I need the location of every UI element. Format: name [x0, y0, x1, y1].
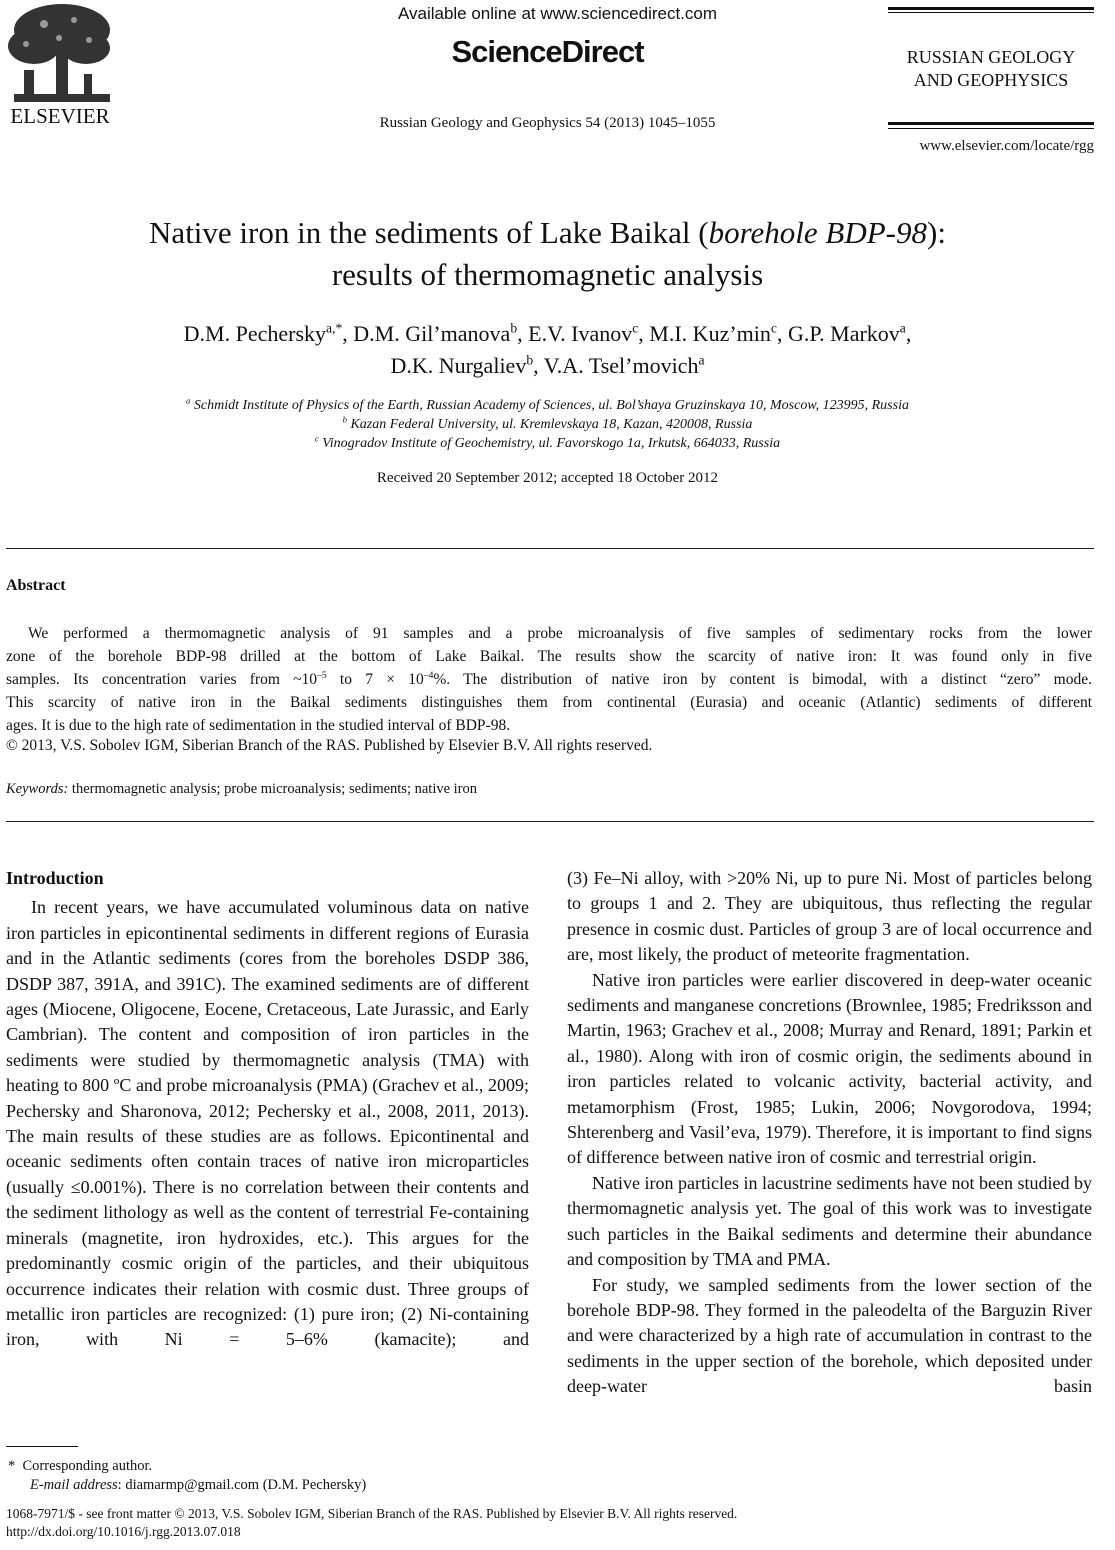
author-separator: ,: [533, 353, 544, 378]
author-affil-mark: c: [632, 320, 639, 336]
available-online-text: Available online at www.sciencedirect.com: [397, 4, 718, 23]
author-name[interactable]: D.M. Pechersky: [183, 321, 327, 346]
affiliation: [40, 396, 1055, 415]
author-separator: ,: [905, 321, 912, 346]
author-affil-mark: b: [526, 352, 534, 368]
exponent: –4: [423, 669, 434, 681]
author-separator: ,: [342, 321, 354, 346]
author-separator: ,: [638, 321, 650, 346]
affiliation-mark: c: [314, 433, 319, 444]
affiliation: [40, 415, 1055, 434]
copyright-notice: © 2013, V.S. Sobolev IGM, Siberian Branch of the RAS. Published by Elsevier B.V. All rights reserved.: [6, 737, 653, 754]
abstract-body: [6, 622, 1092, 737]
footnote-rule: [6, 1446, 78, 1447]
author-name[interactable]: E.V. Ivanov: [528, 321, 633, 346]
author-separator: ,: [517, 321, 529, 346]
keywords: [6, 781, 477, 798]
section-divider: [6, 821, 1094, 822]
journal-rule-bottom: [888, 122, 1094, 125]
journal-rule-bottom-thin: [888, 128, 1094, 129]
journal-rule-top-thin: [888, 12, 1094, 13]
corresponding-author-note: [8, 1458, 152, 1475]
author-separator: ,: [776, 321, 788, 346]
title-italic: borehole BDP-98: [708, 215, 927, 250]
paragraph: Native iron particles in lacustrine sediments have not been studied by thermomagnetic analysis yet. The goal of this work was to investigate such particles in the Baikal sediments and determine their abundance and composition by TMA and PMA.: [567, 1172, 1092, 1270]
affiliation: [40, 434, 1055, 453]
right-column: [567, 866, 1092, 1400]
affiliation-text: Vinogradov Institute of Geochemistry, ul. Favorskogo 1a, Irkutsk, 664033, Russia: [322, 436, 781, 451]
affiliation-mark: a: [186, 395, 191, 406]
paragraph: Native iron particles were earlier discovered in deep-water oceanic sediments and manganese concretions (Brownlee, 1985; Fredriksson and Martin, 1963; Grachev et al., 2008; Murray and Renard, 1891; Parkin et al., 1980). Along with iron of cosmic origin, the sediments abound in iron particles related to volcanic activity, bacterial activity, and metamorphism (Frost, 1985; Lukin, 2006; Novgorodova, 1994; Shterenberg and Vasil’eva, 1979). Therefore, it is important to find signs of difference between native iron of cosmic and terrestrial origin.: [567, 969, 1092, 1168]
left-column: [6, 866, 529, 1353]
paragraph: (3) Fe–Ni alloy, with >20% Ni, up to pure Ni. Most of particles belong to groups 1 and 2. They are ubiquitous, thus reflecting the regular presence in cosmic dust. Particles of group 3 are of local occurrence and are, most likely, the product of meteorite fragmentation.: [567, 868, 1092, 965]
doi-link[interactable]: http://dx.doi.org/10.1016/j.rgg.2013.07.018: [6, 1524, 241, 1539]
introduction-heading: Introduction: [6, 868, 104, 888]
email-address-link[interactable]: : diamarmp@gmail.com (D.M. Pechersky): [117, 1477, 367, 1493]
paragraph: In recent years, we have accumulated voluminous data on native iron particles in epicontinental sediments in different regions of Eurasia and in the Atlantic sediments (cores from the boreholes DSDP 386, DSDP 387, 391A, and 391C). The examined sediments are of different ages (Miocene, Oligocene, Eocene, Cretaceous, Late Jurassic, and Early Cambrian). The content and composition of iron particles in the sediments were studied by thermomagnetic analysis (TMA) with heating to 800 ºC and probe microanalysis (PMA) (Grachev et al., 2009; Pechersky and Sharonova, 2012; Pechersky et al., 2008, 2011, 2013). The main results of these studies are as follows. Epicontinental and oceanic sediments often contain traces of native iron microparticles (usually ≤0.001%). There is no correlation between their contents and the sediment lithology as well as the content of terrestrial Fe-containing minerals (magnetite, iron hydroxides, etc.). This argues for the predominantly cosmic origin of the particles, and their ubiquitous occurrence indicates their relation with cosmic dust. Three groups of metallic iron particles are recognized: (1) pure iron; (2) Ni-containing iron, with Ni = 5–6% (kamacite); and: [6, 897, 529, 1350]
abstract-line: zone of the borehole BDP-98 drilled at the bottom of Lake Baikal. The results show the scarcity of native iron: It was found only in five: [6, 648, 1092, 665]
journal-name-line2: AND GEOPHYSICS: [913, 70, 1069, 90]
abstract-line: [6, 668, 1092, 691]
author-list: [40, 318, 1055, 382]
keywords-list: thermomagnetic analysis; probe microanalysis; sediments; native iron: [68, 781, 478, 797]
received-dates: Received 20 September 2012; accepted 18 October 2012: [376, 470, 719, 486]
abstract-line: We performed a thermomagnetic analysis of 91 samples and a probe microanalysis of five samples of sedimentary rocks from the lower: [28, 625, 1092, 642]
title-line2: results of thermomagnetic analysis: [331, 257, 764, 292]
journal-name-line1: RUSSIAN GEOLOGY: [906, 47, 1076, 67]
email-label: E-mail address: [30, 1477, 118, 1493]
journal-rule-top: [888, 7, 1094, 10]
title-part1: Native iron in the sediments of Lake Baikal (: [149, 215, 709, 250]
author-affil-mark: a,*: [326, 320, 343, 336]
front-matter-line: 1068-7971/$ - see front matter © 2013, V.S. Sobolev IGM, Siberian Branch of the RAS. Published by Elsevier B.V. All rights reserved.: [6, 1506, 738, 1521]
footnote-mark: *: [8, 1458, 16, 1474]
abstract-line: ages. It is due to the high rate of sedimentation in the studied interval of BDP-98.: [6, 717, 511, 734]
article-title: [40, 212, 1055, 296]
abstract-heading: Abstract: [6, 577, 66, 594]
abstract-text: samples. Its concentration varies from ~10: [6, 671, 318, 688]
section-divider: [6, 548, 1094, 549]
affiliation-text: Kazan Federal University, ul. Kremlevskaya 18, Kazan, 420008, Russia: [350, 417, 753, 432]
sciencedirect-brand: ScienceDirect: [451, 34, 644, 69]
author-name[interactable]: M.I. Kuz’min: [649, 321, 771, 346]
email-note: [30, 1477, 366, 1494]
abstract-text: %. The distribution of native iron by content is bimodal, with a distinct “zero” mode.: [433, 671, 1092, 688]
author-affil-mark: a: [899, 320, 906, 336]
exponent: –5: [317, 669, 327, 681]
elsevier-wordmark: ELSEVIER: [10, 104, 110, 128]
affiliation-text: Schmidt Institute of Physics of the Earth, Russian Academy of Sciences, ul. Bol’shaya Gruzinskaya 10, Moscow, 123995, Russia: [193, 398, 909, 413]
journal-citation: Russian Geology and Geophysics 54 (2013) 1045–1055: [379, 115, 716, 131]
author-affil-mark: c: [770, 320, 777, 336]
title-part2: ):: [927, 215, 946, 250]
affiliations: [40, 396, 1055, 453]
journal-name: [888, 46, 1094, 92]
author-name[interactable]: G.P. Markov: [787, 321, 900, 346]
footnote-text: Corresponding author.: [22, 1458, 153, 1474]
paragraph: For study, we sampled sediments from the lower section of the borehole BDP-98. They formed in the paleodelta of the Barguzin River and were characterized by a high rate of accumulation in contrast to the sediments in the upper section of the borehole, which deposited under deep-water basin: [567, 1274, 1092, 1397]
keywords-label: Keywords:: [6, 781, 69, 797]
author-name[interactable]: D.K. Nurgaliev: [390, 353, 527, 378]
author-name[interactable]: V.A. Tsel’movich: [543, 353, 699, 378]
author-name[interactable]: D.M. Gil’manova: [353, 321, 511, 346]
author-affil-mark: b: [510, 320, 518, 336]
abstract-line: This scarcity of native iron in the Baikal sediments distinguishes them from continental (Eurasia) and oceanic (Atlantic) sediments of different: [6, 694, 1092, 711]
author-affil-mark: a: [698, 352, 705, 368]
affiliation-mark: b: [342, 414, 347, 425]
journal-url-link[interactable]: www.elsevier.com/locate/rgg: [919, 138, 1094, 154]
abstract-text: to 7 × 10: [326, 671, 424, 688]
